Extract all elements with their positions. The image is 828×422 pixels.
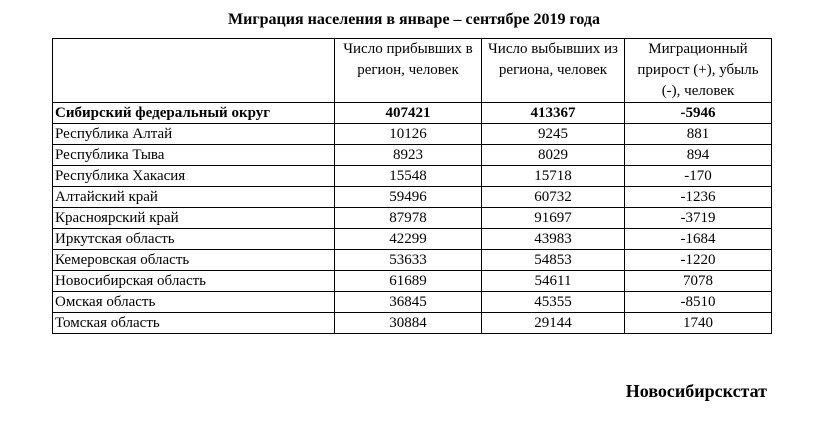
arrived-value: 42299 bbox=[335, 229, 482, 250]
departed-value: 9245 bbox=[482, 124, 625, 145]
table-header-row bbox=[53, 39, 772, 103]
document-title: Миграция населения в январе – сентябре 2019 года bbox=[228, 11, 600, 28]
departed-value: 8029 bbox=[482, 145, 625, 166]
net-value: 881 bbox=[625, 124, 772, 145]
table-row bbox=[53, 124, 772, 145]
departed-value: 413367 bbox=[482, 103, 625, 124]
region-name: Республика Хакасия bbox=[53, 166, 335, 187]
net-value: 7078 bbox=[625, 271, 772, 292]
departed-value: 45355 bbox=[482, 292, 625, 313]
table-row bbox=[53, 250, 772, 271]
region-name: Кемеровская область bbox=[53, 250, 335, 271]
migration-table bbox=[52, 38, 772, 334]
arrived-value: 407421 bbox=[335, 103, 482, 124]
source-label: Новосибирскстат bbox=[625, 381, 767, 401]
table-row bbox=[53, 208, 772, 229]
departed-value: 60732 bbox=[482, 187, 625, 208]
net-value: -8510 bbox=[625, 292, 772, 313]
net-value: -1220 bbox=[625, 250, 772, 271]
arrived-value: 8923 bbox=[335, 145, 482, 166]
table-row bbox=[53, 271, 772, 292]
net-value: -3719 bbox=[625, 208, 772, 229]
region-name: Томская область bbox=[53, 313, 335, 334]
table-row bbox=[53, 166, 772, 187]
table-row bbox=[53, 292, 772, 313]
region-name: Сибирский федеральный округ bbox=[53, 103, 335, 124]
arrived-value: 53633 bbox=[335, 250, 482, 271]
net-value: -1684 bbox=[625, 229, 772, 250]
departed-value: 43983 bbox=[482, 229, 625, 250]
header-region bbox=[53, 39, 335, 103]
total-row bbox=[53, 103, 772, 124]
table-row bbox=[53, 145, 772, 166]
header-net-migration: Миграционный прирост (+), убыль (-), человек bbox=[625, 39, 772, 103]
arrived-value: 10126 bbox=[335, 124, 482, 145]
departed-value: 15718 bbox=[482, 166, 625, 187]
net-value: -5946 bbox=[625, 103, 772, 124]
arrived-value: 59496 bbox=[335, 187, 482, 208]
net-value: -1236 bbox=[625, 187, 772, 208]
arrived-value: 15548 bbox=[335, 166, 482, 187]
region-name: Иркутская область bbox=[53, 229, 335, 250]
arrived-value: 87978 bbox=[335, 208, 482, 229]
arrived-value: 36845 bbox=[335, 292, 482, 313]
region-name: Новосибирская область bbox=[53, 271, 335, 292]
table-row bbox=[53, 229, 772, 250]
region-name: Омская область bbox=[53, 292, 335, 313]
arrived-value: 30884 bbox=[335, 313, 482, 334]
region-name: Республика Тыва bbox=[53, 145, 335, 166]
departed-value: 54611 bbox=[482, 271, 625, 292]
region-name: Красноярский край bbox=[53, 208, 335, 229]
arrived-value: 61689 bbox=[335, 271, 482, 292]
net-value: 1740 bbox=[625, 313, 772, 334]
region-name: Алтайский край bbox=[53, 187, 335, 208]
departed-value: 91697 bbox=[482, 208, 625, 229]
departed-value: 29144 bbox=[482, 313, 625, 334]
table-row bbox=[53, 187, 772, 208]
net-value: -170 bbox=[625, 166, 772, 187]
header-departed: Число выбывших из региона, человек bbox=[482, 39, 625, 103]
header-arrived: Число прибывших в регион, человек bbox=[335, 39, 482, 103]
table-row bbox=[53, 313, 772, 334]
net-value: 894 bbox=[625, 145, 772, 166]
region-name: Республика Алтай bbox=[53, 124, 335, 145]
departed-value: 54853 bbox=[482, 250, 625, 271]
